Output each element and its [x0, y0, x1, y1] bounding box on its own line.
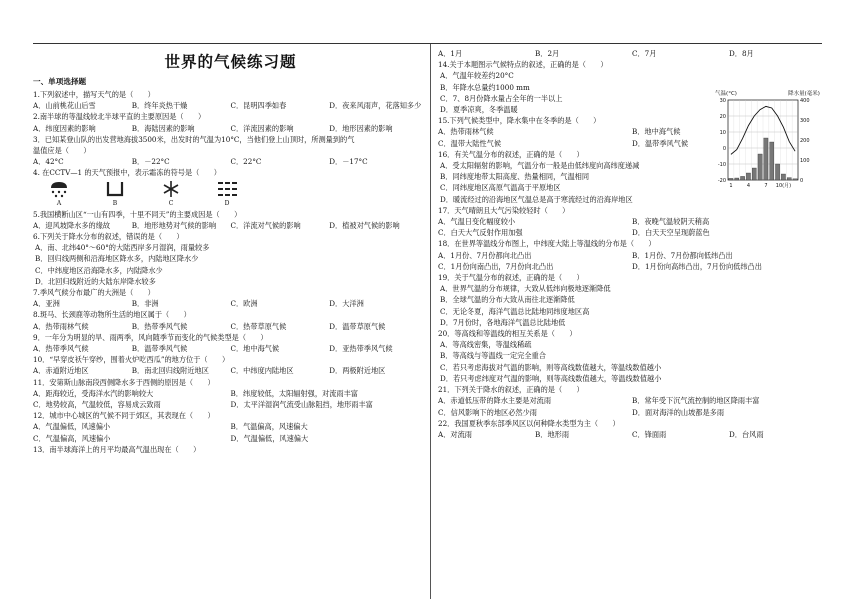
option-a: A．山前桃花山后雪 [33, 101, 96, 111]
weather-symbol-d [213, 179, 241, 207]
option-d: D．两极附近地区 [329, 366, 386, 376]
option-line: A．南、北纬40°～60°的大陆西岸多月湿润，雨量较多 [35, 243, 210, 253]
option-line: B．等高线与等温线一定完全重合 [440, 351, 546, 361]
y-right-tick: 200 [800, 138, 810, 144]
question-text: 8.斑马、长颈鹿等动物所生活的地区属于（ ） [33, 310, 191, 320]
option-b: B．2月 [535, 49, 560, 58]
y-left-tick: 30 [719, 98, 726, 104]
option-row [438, 227, 826, 238]
top-rule [33, 43, 822, 44]
option-c: C．洋流因素的影响 [230, 123, 294, 133]
option-c: C．锋面雨 [632, 429, 667, 439]
snowflake-icon [160, 179, 182, 199]
fog-icon [216, 179, 238, 199]
option-d: D．8月 [729, 49, 754, 58]
question-text: 11．安第斯山脉南段西侧降水多于西侧的原因是（ ） [33, 377, 215, 387]
option-d: D．－17°C [329, 157, 368, 167]
option-item: B．常年受下沉气流控制的地区降雨丰富 [632, 396, 760, 406]
precip-bar [781, 174, 785, 180]
option-item: A．气温日变化幅度较小 [438, 217, 516, 227]
option-row [438, 261, 826, 272]
option-row [33, 298, 428, 309]
option-item: C．温带大陆性气候 [438, 138, 502, 148]
y-left-tick: 0 [722, 146, 726, 152]
option-d: D．亚热带季风气候 [329, 344, 393, 354]
option-item: D．白天天空呈现蔚蓝色 [632, 228, 710, 238]
frost-symbol-icon [104, 179, 126, 199]
option-c: C．7月 [632, 49, 657, 58]
option-a: A．纬度因素的影响 [33, 123, 96, 133]
y-left-tick: -10 [717, 162, 726, 168]
option-line: C．若只考虑海拔对气温的影响，则等高线数值越大，等温线数值越小 [440, 362, 662, 372]
option-item: C．白天大气反射作用加强 [438, 228, 523, 238]
option-row [33, 220, 428, 231]
option-d: D．地形因素的影响 [329, 123, 393, 133]
question-text: 13．南半球海洋上的月平均最高气温出现在（ ） [33, 444, 201, 454]
option-row [438, 395, 826, 406]
option-row [33, 343, 428, 354]
option-line: C．中纬度地区沿海降水多，内陆降水少 [35, 265, 163, 275]
precip-bar [746, 173, 750, 180]
y-right-tick: 0 [800, 178, 804, 184]
option-row [33, 433, 428, 444]
left-column [33, 48, 428, 455]
option-row [33, 156, 428, 167]
option-c: C．地中海气候 [230, 344, 280, 354]
option-item: B．纬度较低，太阳辐射强，对流雨丰富 [230, 388, 358, 398]
option-b: B．终年炎热干燥 [131, 101, 188, 111]
precip-bar [793, 179, 797, 180]
option-c: C．22°C [230, 157, 262, 167]
option-item: A．距海较近，受海洋水汽的影响较大 [33, 388, 154, 398]
option-b: B．热带季风气候 [131, 321, 188, 331]
option-b: B．温带季风气候 [131, 344, 188, 354]
precip-bar [752, 168, 756, 180]
y-right-tick: 100 [800, 158, 810, 164]
symbol-label: C [168, 199, 174, 207]
option-d: D．温带草原气候 [329, 321, 386, 331]
option-d: D．大洋洲 [329, 299, 364, 309]
option-row [438, 407, 826, 418]
option-line: B．全球气温的分布大致从南往北逐渐降低 [440, 295, 575, 305]
symbol-label: D [224, 199, 230, 207]
option-line: D．7月份时，各地海洋气温总比陆地低 [440, 317, 566, 327]
option-d: D．台风雨 [729, 429, 764, 439]
question-text: 18．在世界等温线分布图上，中纬度大陆上等温线的分布是（ ） [438, 239, 656, 249]
page-title: 世界的气候练习题 [164, 52, 297, 71]
question-text: 10．“早穿皮袄午穿纱，围着火炉吃西瓜”的地方位于（ ） [33, 355, 230, 365]
option-item: A．热带雨林气候 [438, 127, 494, 137]
option-line: D．北回归线附近的大陆东岸降水较多 [35, 276, 156, 286]
option-c: C．洋流对气候的影响 [230, 220, 301, 230]
option-d: D．植被对气候的影响 [329, 220, 400, 230]
section-heading: 一、单项选择题 [33, 77, 87, 86]
option-item: D．面对海洋的山坡都是多雨 [632, 407, 725, 417]
option-line: B．年降水总量约1000 mm [440, 82, 530, 92]
question-text: 17．天气晴朗且大气污染较轻时（ ） [438, 205, 570, 215]
option-line: A．受太阳辐射的影响，气温分布一般是由低纬度向高纬度递减 [440, 161, 640, 171]
x-tick: 4 [746, 183, 751, 189]
question-text: 7.季风气候分布最广的大洲是（ ） [33, 288, 155, 298]
question-text: 4. 在CCTV—1 的天气预报中，表示霜冻的符号是（ ） [33, 168, 221, 178]
option-item: B．地中海气候 [632, 127, 681, 137]
option-c: C．热带草原气候 [230, 321, 287, 331]
option-line: C．7、8月份降水量占全年的一半以上 [440, 93, 563, 103]
y-right-tick: 400 [800, 98, 810, 104]
option-row [33, 321, 428, 332]
weather-symbols [33, 179, 428, 209]
option-item: D．太平洋湿润气流受山脉阻挡，地形雨丰富 [230, 400, 373, 410]
weather-symbol-a [45, 179, 73, 207]
option-line: A．世界气温的分布规律，大致从低纬向极地逐渐降低 [440, 284, 611, 294]
climate-chart [706, 86, 826, 196]
y-right-label: 降水量(毫米) [788, 91, 820, 97]
precip-bar [729, 178, 733, 180]
y-left-label: 气温(°C) [715, 91, 737, 97]
question-text: 5.我国横断山区“一山有四季，十里不同天”的主要成因是（ ） [33, 209, 242, 219]
symbol-label: A [56, 199, 62, 207]
precip-bar [770, 142, 774, 180]
option-row [33, 365, 428, 376]
option-line: A．气温年较差约20°C [440, 71, 514, 81]
y-left-tick: -20 [717, 178, 726, 184]
option-line: B．回归线两侧和沿海地区降水多，内陆地区降水少 [35, 254, 199, 264]
option-row [438, 429, 826, 440]
question-text: 3．已知某登山队的出发营地海拔3500米，出发时的气温为10°C，当他们登上山顶时，所测量到的气 [33, 134, 355, 144]
option-a: A．赤道附近地区 [33, 366, 89, 376]
option-row [438, 48, 826, 59]
option-item: D．温带季风气候 [632, 138, 689, 148]
option-a: A．迎风坡降水多的缘故 [33, 220, 111, 230]
option-line: D．若只考虑纬度对气温的影响，则等高线数值越大，等温线数值越小 [440, 373, 662, 383]
option-row [33, 388, 428, 399]
question-text: 20．等高线和等温线的相互关系是（ ） [438, 329, 577, 339]
precip-bar [758, 154, 762, 180]
question-text: 22．我国夏秋季东部季风区以何种降水类型为主（ ） [438, 418, 620, 428]
precip-bar [787, 178, 791, 180]
question-text: 21．下列关于降水的叙述，正确的是（ ） [438, 385, 584, 395]
y-right-tick: 300 [800, 118, 810, 124]
option-a: A．亚洲 [33, 299, 60, 309]
option-item: A．气温偏低，风速偏小 [33, 422, 111, 432]
option-row [438, 250, 826, 261]
option-b: B．－22°C [131, 157, 170, 167]
option-line: B．同纬度地带太阳高度、热量相同，气温相同 [440, 172, 590, 182]
option-b: B．海陆因素的影响 [131, 123, 195, 133]
option-a: A．1月 [438, 49, 463, 58]
question-text: 6.下列关于降水分布的叙述，错误的是（ ） [33, 232, 184, 242]
option-a: A．热带雨林气候 [33, 321, 89, 331]
question-text: 9．一年分为明显的旱、雨两季，风向随季节而变化的气候类型是（ ） [33, 332, 268, 342]
option-a: A．热带季风气候 [33, 344, 89, 354]
precip-bar [775, 164, 779, 180]
symbol-label: B [112, 199, 118, 207]
option-row [33, 100, 428, 111]
option-item: A．1月份、7月份都向北凸出 [438, 250, 532, 260]
option-b: B．地形地势对气候的影响 [131, 220, 217, 230]
question-text: 14.关于本题图示气候特点的叙述，正确的是（ ） [438, 60, 608, 70]
question-text: 2.南半球的等温线较北半球平直的主要原因是（ ） [33, 112, 206, 122]
question-text: 12．城市中心城区的气候不同于郊区，其表现在（ ） [33, 411, 215, 421]
option-line: C．同纬度地区高原气温高于平原地区 [440, 183, 561, 193]
option-c: C．中纬度内陆地区 [230, 366, 294, 376]
option-b: B．地形雨 [535, 429, 570, 439]
option-line: A．等高线密集，等温线稀疏 [440, 340, 532, 350]
option-item: D．气温偏低，风速偏大 [230, 433, 309, 443]
option-b: B．非洲 [131, 299, 159, 309]
option-item: C．信风影响下的地区必然少雨 [438, 407, 537, 417]
question-text: 16．有关气温分布的叙述，正确的是（ ） [438, 149, 584, 159]
option-item: C．地势较高，气温较低，容易成云致雨 [33, 400, 161, 410]
option-line: D．夏季凉爽，冬季温暖 [440, 105, 518, 115]
precip-bar [764, 138, 768, 180]
precip-bar [740, 176, 744, 180]
precip-bar [735, 178, 739, 180]
option-row [33, 399, 428, 410]
x-tick: 7 [764, 183, 768, 189]
y-left-tick: 20 [719, 114, 726, 120]
option-row [33, 421, 428, 432]
question-text: 1.下列叙述中，描写天气的是（ ） [33, 90, 155, 99]
option-row [33, 123, 428, 134]
option-item: C．气温偏高，风速偏小 [33, 433, 111, 443]
option-item: B．气温偏高，风速偏大 [230, 422, 308, 432]
y-left-tick: 10 [719, 130, 726, 136]
option-item: C．1月份向南凸出，7月份向北凸出 [438, 261, 554, 271]
x-tick: 10(月) [775, 183, 792, 189]
question-text: 19．关于气温分布的叙述，正确的是（ ） [438, 273, 584, 283]
option-line: D．暖流经过的沿海地区气温总是高于寒流经过的沿海岸地区 [440, 194, 633, 204]
option-a: A．42°C [33, 157, 64, 167]
question-text-cont: 温值应是（ ） [33, 146, 91, 156]
option-item: B．1月份、7月份都向低纬凸出 [632, 250, 733, 260]
option-d: D．夜来风雨声，花落知多少 [329, 101, 422, 111]
option-item: A．赤道低压带的降水主要是对流雨 [438, 396, 552, 406]
option-row [438, 216, 826, 227]
option-b: B．南北回归线附近地区 [131, 366, 209, 376]
option-line: C．无论冬夏，海洋气温总比陆地同纬度地区高 [440, 306, 590, 316]
option-item: B．夜晚气温较阴天稍高 [632, 217, 710, 227]
rain-snow-icon [48, 179, 70, 199]
option-c: C．欧洲 [230, 299, 258, 309]
weather-symbol-c [157, 179, 185, 207]
question-text: 15.下列气候类型中，降水集中在冬季的是（ ） [438, 116, 601, 126]
column-divider [430, 44, 431, 599]
x-tick: 1 [729, 183, 733, 189]
option-c: C．昆明四季如春 [230, 101, 287, 111]
option-a: A．对流雨 [438, 429, 472, 439]
option-item: D．1月份向高纬凸出，7月份向低纬凸出 [632, 261, 762, 271]
weather-symbol-b [101, 179, 129, 207]
